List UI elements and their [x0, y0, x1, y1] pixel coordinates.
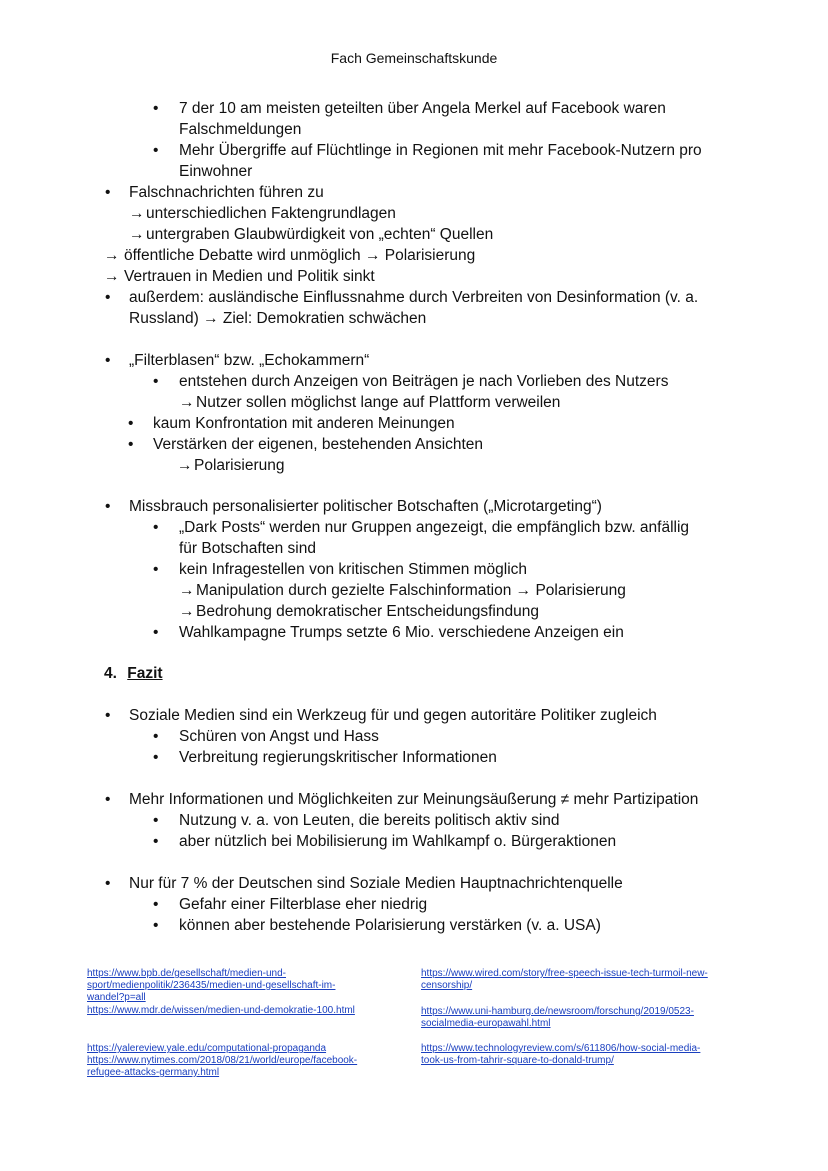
bullet-marker	[128, 415, 133, 433]
arrow-icon	[179, 582, 195, 600]
list-item: Manipulation durch gezielte Falschinformation → Polarisierung	[196, 582, 626, 599]
source-link[interactable]: censorship/	[421, 980, 473, 991]
source-link[interactable]: https://www.nytimes.com/2018/08/21/world/europe/facebook-	[87, 1055, 358, 1066]
page-header: Fach Gemeinschaftskunde	[330, 50, 498, 66]
list-item: Mehr Übergriffe auf Flüchtlinge in Regionen mit mehr Facebook-Nutzern pro	[179, 142, 702, 159]
list-item: öffentliche Debatte wird unmöglich → Polarisierung	[124, 247, 476, 264]
list-item-continuation: Einwohner	[179, 163, 253, 180]
list-item: „Dark Posts“ werden nur Gruppen angezeigt, die empfänglich bzw. anfällig	[179, 519, 690, 536]
bullet-marker	[105, 707, 110, 725]
list-item: kaum Konfrontation mit anderen Meinungen	[153, 415, 455, 432]
bullet-marker	[153, 728, 158, 746]
list-item: können aber bestehende Polarisierung verstärken (v. a. USA)	[179, 917, 601, 934]
arrow-icon	[104, 268, 120, 286]
list-item: untergraben Glaubwürdigkeit von „echten“ Quellen	[146, 226, 494, 243]
bullet-marker	[153, 100, 158, 118]
bullet-marker	[153, 749, 158, 767]
list-item: Nutzung v. a. von Leuten, die bereits politisch aktiv sind	[179, 812, 560, 829]
arrow-icon	[179, 603, 195, 621]
list-item: Nutzer sollen möglichst lange auf Plattform verweilen	[196, 394, 561, 411]
list-item: kein Infragestellen von kritischen Stimmen möglich	[179, 561, 528, 578]
arrow-icon	[179, 394, 195, 412]
list-item: Wahlkampagne Trumps setzte 6 Mio. verschiedene Anzeigen ein	[179, 624, 624, 641]
section-title: Fazit	[127, 665, 163, 682]
bullet-marker	[105, 875, 110, 893]
section-heading	[104, 665, 163, 683]
list-item: Verbreitung regierungskritischer Informationen	[179, 749, 497, 766]
bullet-marker	[153, 373, 158, 391]
arrow-icon	[129, 205, 145, 223]
list-item: Schüren von Angst und Hass	[179, 728, 379, 745]
bullet-marker	[153, 896, 158, 914]
list-item: entstehen durch Anzeigen von Beiträgen je nach Vorlieben des Nutzers	[179, 373, 669, 390]
bullet-marker	[153, 812, 158, 830]
arrow-icon	[129, 226, 145, 244]
source-link[interactable]: sport/medienpolitik/236435/medien-und-gesellschaft-im-	[87, 980, 336, 991]
bullet-marker	[153, 624, 158, 642]
arrow-icon	[104, 247, 120, 265]
source-link[interactable]: took-us-from-tahrir-square-to-donald-trump/	[421, 1055, 614, 1066]
list-item: 7 der 10 am meisten geteilten über Angela Merkel auf Facebook waren	[179, 100, 666, 117]
source-link[interactable]: refugee-attacks-germany.html	[87, 1067, 220, 1078]
list-item-continuation: Russland) → Ziel: Demokratien schwächen	[129, 310, 427, 327]
list-item: unterschiedlichen Faktengrundlagen	[146, 205, 396, 222]
source-link[interactable]: https://www.uni-hamburg.de/newsroom/forschung/2019/0523-	[421, 1006, 694, 1017]
source-link[interactable]: https://www.bpb.de/gesellschaft/medien-und-	[87, 968, 286, 979]
bullet-marker	[105, 498, 110, 516]
list-item: Verstärken der eigenen, bestehenden Ansichten	[153, 436, 484, 453]
list-item: aber nützlich bei Mobilisierung im Wahlkampf o. Bürgeraktionen	[179, 833, 617, 850]
list-item: Mehr Informationen und Möglichkeiten zur Meinungsäußerung ≠ mehr Partizipation	[129, 791, 699, 808]
bullet-marker	[105, 352, 110, 370]
list-item: Missbrauch personalisierter politischer Botschaften („Microtargeting“)	[129, 498, 602, 515]
source-link[interactable]: wandel?p=all	[87, 992, 146, 1003]
bullet-marker	[128, 436, 133, 454]
list-item: außerdem: ausländische Einflussnahme durch Verbreiten von Desinformation (v. a.	[129, 289, 699, 306]
arrow-icon	[177, 457, 193, 475]
bullet-marker	[153, 519, 158, 537]
list-item: Polarisierung	[194, 457, 285, 474]
list-item: Soziale Medien sind ein Werkzeug für und gegen autoritäre Politiker zugleich	[129, 707, 657, 724]
source-link[interactable]: https://yalereview.yale.edu/computational-propaganda	[87, 1043, 327, 1054]
list-item: Vertrauen in Medien und Politik sinkt	[124, 268, 375, 285]
bullet-marker	[105, 184, 110, 202]
bullet-marker	[153, 142, 158, 160]
list-item: Gefahr einer Filterblase eher niedrig	[179, 896, 428, 913]
list-item-continuation: Falschmeldungen	[179, 121, 302, 138]
bullet-marker	[105, 791, 110, 809]
source-link[interactable]: socialmedia-europawahl.html	[421, 1018, 551, 1029]
list-item: Nur für 7 % der Deutschen sind Soziale Medien Hauptnachrichtenquelle	[129, 875, 623, 892]
section-number: 4.	[104, 665, 117, 682]
list-item: „Filterblasen“ bzw. „Echokammern“	[129, 352, 370, 369]
list-item: Bedrohung demokratischer Entscheidungsfindung	[196, 603, 539, 620]
source-link[interactable]: https://www.wired.com/story/free-speech-issue-tech-turmoil-new-	[421, 968, 708, 979]
source-link[interactable]: https://www.mdr.de/wissen/medien-und-demokratie-100.html	[87, 1005, 355, 1016]
source-link[interactable]: https://www.technologyreview.com/s/611806/how-social-media-	[421, 1043, 701, 1054]
bullet-marker	[153, 561, 158, 579]
bullet-marker	[153, 833, 158, 851]
list-item-continuation: für Botschaften sind	[179, 540, 316, 557]
list-item: Falschnachrichten führen zu	[129, 184, 324, 201]
bullet-marker	[105, 289, 110, 307]
bullet-marker	[153, 917, 158, 935]
